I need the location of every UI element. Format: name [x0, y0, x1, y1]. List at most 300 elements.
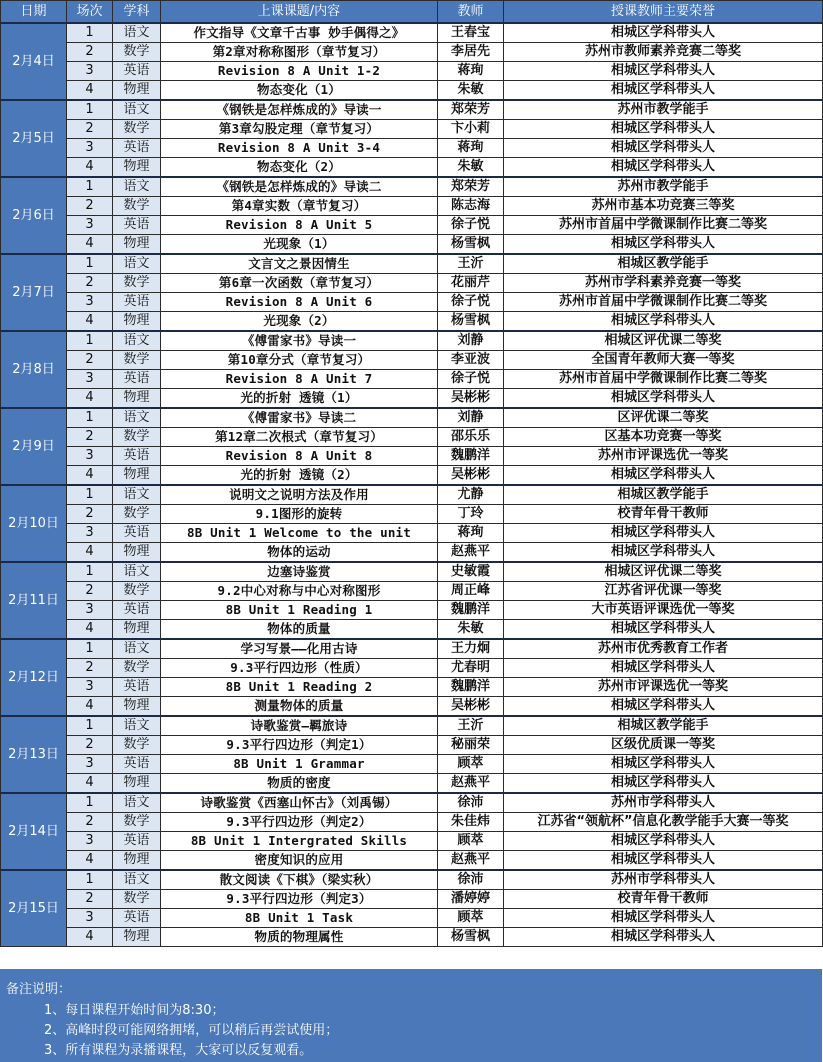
- teacher-cell: 杨雪枫: [438, 928, 504, 947]
- session-cell: 2: [67, 813, 113, 832]
- honor-cell: 苏州市基本功竞赛三等奖: [504, 197, 823, 216]
- table-row: [1, 890, 823, 909]
- honor-cell: 相城区学科带头人: [504, 851, 823, 871]
- topic-cell: 8B Unit 1 Reading 2: [161, 678, 438, 697]
- session-cell: 2: [67, 120, 113, 139]
- honor-cell: 相城区学科带头人: [504, 389, 823, 409]
- session-cell: 4: [67, 697, 113, 717]
- session-cell: 1: [67, 870, 113, 890]
- table-row: [1, 293, 823, 312]
- honor-cell: 苏州市教师素养竞赛二等奖: [504, 43, 823, 62]
- table-row: [1, 505, 823, 524]
- session-cell: 2: [67, 505, 113, 524]
- session-cell: 2: [67, 659, 113, 678]
- subject-cell: 数学: [113, 582, 161, 601]
- honor-cell: 相城区学科带头人: [504, 62, 823, 81]
- notes-box: [0, 969, 822, 1062]
- table-row: [1, 813, 823, 832]
- topic-cell: 9.1图形的旋转: [161, 505, 438, 524]
- teacher-cell: 史敏霞: [438, 562, 504, 582]
- date-cell: 2月8日: [1, 331, 67, 408]
- schedule-body: [1, 23, 823, 947]
- topic-cell: Revision 8 A Unit 5: [161, 216, 438, 235]
- teacher-cell: 邵乐乐: [438, 428, 504, 447]
- table-row: [1, 120, 823, 139]
- subject-cell: 数学: [113, 736, 161, 755]
- header-session: 场次: [67, 1, 113, 24]
- subject-cell: 英语: [113, 832, 161, 851]
- topic-cell: 9.3平行四边形（判定3）: [161, 890, 438, 909]
- table-row: [1, 197, 823, 216]
- subject-cell: 英语: [113, 370, 161, 389]
- subject-cell: 语文: [113, 23, 161, 43]
- topic-cell: 第4章实数（章节复习）: [161, 197, 438, 216]
- topic-cell: 第2章对称称图形（章节复习）: [161, 43, 438, 62]
- honor-cell: 苏州市教学能手: [504, 177, 823, 197]
- teacher-cell: 徐子悦: [438, 216, 504, 235]
- topic-cell: 光的折射 透镜（1）: [161, 389, 438, 409]
- table-row: [1, 158, 823, 178]
- session-cell: 3: [67, 293, 113, 312]
- subject-cell: 物理: [113, 389, 161, 409]
- subject-cell: 英语: [113, 293, 161, 312]
- teacher-cell: 潘婷婷: [438, 890, 504, 909]
- topic-cell: 8B Unit 1 Reading 1: [161, 601, 438, 620]
- teacher-cell: 卞小莉: [438, 120, 504, 139]
- honor-cell: 苏州市评课选优一等奖: [504, 678, 823, 697]
- topic-cell: Revision 8 A Unit 7: [161, 370, 438, 389]
- date-cell: 2月10日: [1, 485, 67, 562]
- table-row: [1, 909, 823, 928]
- session-cell: 2: [67, 351, 113, 370]
- table-row: [1, 100, 823, 120]
- header-topic: 上课课题/内容: [161, 1, 438, 24]
- session-cell: 3: [67, 370, 113, 389]
- honor-cell: 江苏省“领航杯”信息化教学能手大赛一等奖: [504, 813, 823, 832]
- session-cell: 3: [67, 678, 113, 697]
- subject-cell: 数学: [113, 120, 161, 139]
- honor-cell: 相城区学科带头人: [504, 23, 823, 43]
- notes-title: 备注说明：: [6, 982, 72, 997]
- subject-cell: 语文: [113, 716, 161, 736]
- topic-cell: 《钢铁是怎样炼成的》导读二: [161, 177, 438, 197]
- teacher-cell: 丁玲: [438, 505, 504, 524]
- header-date: 日期: [1, 1, 67, 24]
- session-cell: 4: [67, 620, 113, 640]
- honor-cell: 区级优质课一等奖: [504, 736, 823, 755]
- table-row: [1, 659, 823, 678]
- subject-cell: 物理: [113, 235, 161, 255]
- teacher-cell: 徐子悦: [438, 293, 504, 312]
- header-row: [1, 1, 823, 24]
- session-cell: 3: [67, 755, 113, 774]
- subject-cell: 物理: [113, 312, 161, 332]
- topic-cell: 9.3平行四边形（判定1）: [161, 736, 438, 755]
- session-cell: 4: [67, 235, 113, 255]
- subject-cell: 数学: [113, 351, 161, 370]
- topic-cell: 物态变化（2）: [161, 158, 438, 178]
- topic-cell: 物质的物理属性: [161, 928, 438, 947]
- teacher-cell: 朱敏: [438, 81, 504, 101]
- topic-cell: Revision 8 A Unit 6: [161, 293, 438, 312]
- table-row: [1, 870, 823, 890]
- date-cell: 2月14日: [1, 793, 67, 870]
- date-cell: 2月5日: [1, 100, 67, 177]
- teacher-cell: 周正峰: [438, 582, 504, 601]
- topic-cell: 光现象（2）: [161, 312, 438, 332]
- honor-cell: 校青年骨干教师: [504, 505, 823, 524]
- table-row: [1, 139, 823, 158]
- teacher-cell: 魏鹏洋: [438, 447, 504, 466]
- topic-cell: 边塞诗鉴赏: [161, 562, 438, 582]
- subject-cell: 英语: [113, 601, 161, 620]
- honor-cell: 江苏省评优课一等奖: [504, 582, 823, 601]
- subject-cell: 语文: [113, 254, 161, 274]
- teacher-cell: 徐沛: [438, 870, 504, 890]
- honor-cell: 相城区学科带头人: [504, 909, 823, 928]
- honor-cell: 苏州市学科素养竞赛一等奖: [504, 274, 823, 293]
- header-teacher: 教师: [438, 1, 504, 24]
- subject-cell: 英语: [113, 909, 161, 928]
- honor-cell: 苏州市学科带头人: [504, 793, 823, 813]
- topic-cell: 第6章一次函数（章节复习）: [161, 274, 438, 293]
- subject-cell: 英语: [113, 216, 161, 235]
- session-cell: 4: [67, 158, 113, 178]
- table-row: [1, 582, 823, 601]
- subject-cell: 英语: [113, 139, 161, 158]
- session-cell: 3: [67, 139, 113, 158]
- honor-cell: 相城区学科带头人: [504, 120, 823, 139]
- table-row: [1, 832, 823, 851]
- table-row: [1, 524, 823, 543]
- topic-cell: 诗歌鉴赏—羁旅诗: [161, 716, 438, 736]
- session-cell: 2: [67, 890, 113, 909]
- subject-cell: 数学: [113, 197, 161, 216]
- subject-cell: 物理: [113, 158, 161, 178]
- session-cell: 4: [67, 81, 113, 101]
- teacher-cell: 蒋珣: [438, 139, 504, 158]
- subject-cell: 语文: [113, 100, 161, 120]
- topic-cell: 物态变化（1）: [161, 81, 438, 101]
- table-row: [1, 678, 823, 697]
- teacher-cell: 王沂: [438, 254, 504, 274]
- subject-cell: 语文: [113, 793, 161, 813]
- honor-cell: 相城区学科带头人: [504, 235, 823, 255]
- session-cell: 3: [67, 62, 113, 81]
- teacher-cell: 徐沛: [438, 793, 504, 813]
- session-cell: 4: [67, 312, 113, 332]
- teacher-cell: 郑荣芳: [438, 177, 504, 197]
- table-row: [1, 851, 823, 871]
- honor-cell: 相城区学科带头人: [504, 774, 823, 794]
- session-cell: 3: [67, 216, 113, 235]
- session-cell: 1: [67, 793, 113, 813]
- table-row: [1, 235, 823, 255]
- honor-cell: 相城区学科带头人: [504, 543, 823, 563]
- table-row: [1, 466, 823, 486]
- session-cell: 1: [67, 177, 113, 197]
- honor-cell: 相城区教学能手: [504, 254, 823, 274]
- table-row: [1, 254, 823, 274]
- subject-cell: 物理: [113, 620, 161, 640]
- topic-cell: 第12章二次根式（章节复习）: [161, 428, 438, 447]
- session-cell: 2: [67, 428, 113, 447]
- subject-cell: 语文: [113, 639, 161, 659]
- topic-cell: 9.3平行四边形（性质）: [161, 659, 438, 678]
- topic-cell: 8B Unit 1 Welcome to the unit: [161, 524, 438, 543]
- table-row: [1, 408, 823, 428]
- table-row: [1, 351, 823, 370]
- teacher-cell: 尤春明: [438, 659, 504, 678]
- topic-cell: 密度知识的应用: [161, 851, 438, 871]
- header-subject: 学科: [113, 1, 161, 24]
- date-cell: 2月12日: [1, 639, 67, 716]
- subject-cell: 物理: [113, 81, 161, 101]
- session-cell: 2: [67, 736, 113, 755]
- note-line: 2、高峰时段可能网络拥堵，可以稍后再尝试使用；: [44, 1023, 339, 1038]
- subject-cell: 物理: [113, 774, 161, 794]
- honor-cell: 相城区学科带头人: [504, 158, 823, 178]
- topic-cell: 《钢铁是怎样炼成的》导读一: [161, 100, 438, 120]
- honor-cell: 相城区学科带头人: [504, 466, 823, 486]
- subject-cell: 物理: [113, 466, 161, 486]
- subject-cell: 语文: [113, 870, 161, 890]
- session-cell: 1: [67, 485, 113, 505]
- date-cell: 2月4日: [1, 23, 67, 100]
- session-cell: 1: [67, 23, 113, 43]
- topic-cell: 文言文之景因情生: [161, 254, 438, 274]
- session-cell: 2: [67, 582, 113, 601]
- topic-cell: 光现象（1）: [161, 235, 438, 255]
- topic-cell: Revision 8 A Unit 1-2: [161, 62, 438, 81]
- topic-cell: 测量物体的质量: [161, 697, 438, 717]
- table-row: [1, 370, 823, 389]
- topic-cell: 散文阅读《下棋》（梁实秋）: [161, 870, 438, 890]
- teacher-cell: 郑荣芳: [438, 100, 504, 120]
- session-cell: 4: [67, 466, 113, 486]
- date-cell: 2月15日: [1, 870, 67, 947]
- topic-cell: 第10章分式（章节复习）: [161, 351, 438, 370]
- topic-cell: 《傅雷家书》导读二: [161, 408, 438, 428]
- honor-cell: 相城区学科带头人: [504, 139, 823, 158]
- teacher-cell: 徐子悦: [438, 370, 504, 389]
- subject-cell: 英语: [113, 755, 161, 774]
- honor-cell: 相城区评优课二等奖: [504, 331, 823, 351]
- topic-cell: 8B Unit 1 Task: [161, 909, 438, 928]
- honor-cell: 苏州市学科带头人: [504, 870, 823, 890]
- teacher-cell: 王春宝: [438, 23, 504, 43]
- teacher-cell: 刘静: [438, 408, 504, 428]
- table-row: [1, 428, 823, 447]
- honor-cell: 苏州市评课选优一等奖: [504, 447, 823, 466]
- topic-cell: 8B Unit 1 Grammar: [161, 755, 438, 774]
- honor-cell: 相城区学科带头人: [504, 755, 823, 774]
- subject-cell: 数学: [113, 813, 161, 832]
- session-cell: 4: [67, 543, 113, 563]
- teacher-cell: 吴彬彬: [438, 466, 504, 486]
- teacher-cell: 赵燕平: [438, 543, 504, 563]
- table-row: [1, 43, 823, 62]
- teacher-cell: 蒋珣: [438, 62, 504, 81]
- table-row: [1, 562, 823, 582]
- table-row: [1, 697, 823, 717]
- header-honor: 授课教师主要荣誉: [504, 1, 823, 24]
- table-row: [1, 274, 823, 293]
- table-row: [1, 601, 823, 620]
- topic-cell: 《傅雷家书》导读一: [161, 331, 438, 351]
- honor-cell: 相城区教学能手: [504, 485, 823, 505]
- honor-cell: 苏州市首届中学微课制作比赛二等奖: [504, 293, 823, 312]
- table-row: [1, 177, 823, 197]
- honor-cell: 区评优课二等奖: [504, 408, 823, 428]
- session-cell: 1: [67, 100, 113, 120]
- teacher-cell: 蒋珣: [438, 524, 504, 543]
- topic-cell: 物体的质量: [161, 620, 438, 640]
- teacher-cell: 赵燕平: [438, 774, 504, 794]
- teacher-cell: 顾萃: [438, 909, 504, 928]
- teacher-cell: 吴彬彬: [438, 389, 504, 409]
- table-row: [1, 216, 823, 235]
- session-cell: 1: [67, 408, 113, 428]
- date-cell: 2月13日: [1, 716, 67, 793]
- topic-cell: 物体的运动: [161, 543, 438, 563]
- topic-cell: Revision 8 A Unit 3-4: [161, 139, 438, 158]
- session-cell: 1: [67, 639, 113, 659]
- subject-cell: 数学: [113, 428, 161, 447]
- subject-cell: 数学: [113, 890, 161, 909]
- table-row: [1, 793, 823, 813]
- topic-cell: 8B Unit 1 Intergrated Skills: [161, 832, 438, 851]
- table-row: [1, 774, 823, 794]
- subject-cell: 英语: [113, 524, 161, 543]
- teacher-cell: 魏鹏洋: [438, 601, 504, 620]
- table-row: [1, 639, 823, 659]
- subject-cell: 物理: [113, 543, 161, 563]
- honor-cell: 相城区学科带头人: [504, 832, 823, 851]
- subject-cell: 英语: [113, 62, 161, 81]
- topic-cell: 第3章勾股定理（章节复习）: [161, 120, 438, 139]
- honor-cell: 区基本功竞赛一等奖: [504, 428, 823, 447]
- teacher-cell: 秘丽荣: [438, 736, 504, 755]
- table-row: [1, 620, 823, 640]
- teacher-cell: 杨雪枫: [438, 312, 504, 332]
- session-cell: 4: [67, 928, 113, 947]
- teacher-cell: 陈志海: [438, 197, 504, 216]
- teacher-cell: 刘静: [438, 331, 504, 351]
- date-cell: 2月6日: [1, 177, 67, 254]
- teacher-cell: 花丽芹: [438, 274, 504, 293]
- table-row: [1, 543, 823, 563]
- honor-cell: 相城区学科带头人: [504, 697, 823, 717]
- honor-cell: 相城区学科带头人: [504, 524, 823, 543]
- subject-cell: 物理: [113, 928, 161, 947]
- teacher-cell: 杨雪枫: [438, 235, 504, 255]
- date-cell: 2月9日: [1, 408, 67, 485]
- honor-cell: 苏州市优秀教育工作者: [504, 639, 823, 659]
- teacher-cell: 赵燕平: [438, 851, 504, 871]
- subject-cell: 数学: [113, 43, 161, 62]
- honor-cell: 大市英语评课选优一等奖: [504, 601, 823, 620]
- session-cell: 2: [67, 274, 113, 293]
- subject-cell: 英语: [113, 447, 161, 466]
- teacher-cell: 朱敏: [438, 620, 504, 640]
- subject-cell: 数学: [113, 659, 161, 678]
- session-cell: 3: [67, 447, 113, 466]
- honor-cell: 相城区学科带头人: [504, 928, 823, 947]
- topic-cell: 光的折射 透镜（2）: [161, 466, 438, 486]
- session-cell: 1: [67, 562, 113, 582]
- session-cell: 3: [67, 601, 113, 620]
- date-cell: 2月7日: [1, 254, 67, 331]
- subject-cell: 数学: [113, 505, 161, 524]
- subject-cell: 物理: [113, 697, 161, 717]
- subject-cell: 语文: [113, 562, 161, 582]
- topic-cell: Revision 8 A Unit 8: [161, 447, 438, 466]
- session-cell: 3: [67, 832, 113, 851]
- table-row: [1, 447, 823, 466]
- teacher-cell: 王沂: [438, 716, 504, 736]
- session-cell: 3: [67, 524, 113, 543]
- subject-cell: 物理: [113, 851, 161, 871]
- session-cell: 4: [67, 389, 113, 409]
- session-cell: 4: [67, 774, 113, 794]
- note-line: 1、每日课程开始时间为8:30；: [44, 1003, 225, 1018]
- session-cell: 4: [67, 851, 113, 871]
- topic-cell: 学习写景——化用古诗: [161, 639, 438, 659]
- topic-cell: 作文指导《文章千古事 妙手偶得之》: [161, 23, 438, 43]
- session-cell: 3: [67, 909, 113, 928]
- table-row: [1, 755, 823, 774]
- table-row: [1, 736, 823, 755]
- date-cell: 2月11日: [1, 562, 67, 639]
- teacher-cell: 李居先: [438, 43, 504, 62]
- teacher-cell: 尤静: [438, 485, 504, 505]
- teacher-cell: 王力炯: [438, 639, 504, 659]
- honor-cell: 相城区学科带头人: [504, 620, 823, 640]
- table-row: [1, 23, 823, 43]
- table-row: [1, 389, 823, 409]
- honor-cell: 相城区学科带头人: [504, 659, 823, 678]
- honor-cell: 苏州市首届中学微课制作比赛二等奖: [504, 216, 823, 235]
- teacher-cell: 吴彬彬: [438, 697, 504, 717]
- subject-cell: 语文: [113, 408, 161, 428]
- table-row: [1, 81, 823, 101]
- honor-cell: 苏州市教学能手: [504, 100, 823, 120]
- subject-cell: 语文: [113, 485, 161, 505]
- teacher-cell: 李亚波: [438, 351, 504, 370]
- teacher-cell: 朱敏: [438, 158, 504, 178]
- subject-cell: 语文: [113, 177, 161, 197]
- topic-cell: 说明文之说明方法及作用: [161, 485, 438, 505]
- table-row: [1, 331, 823, 351]
- subject-cell: 语文: [113, 331, 161, 351]
- topic-cell: 物质的密度: [161, 774, 438, 794]
- subject-cell: 数学: [113, 274, 161, 293]
- session-cell: 2: [67, 197, 113, 216]
- teacher-cell: 顾萃: [438, 755, 504, 774]
- topic-cell: 诗歌鉴赏《西塞山怀古》（刘禹锡）: [161, 793, 438, 813]
- honor-cell: 相城区教学能手: [504, 716, 823, 736]
- honor-cell: 全国青年教师大赛一等奖: [504, 351, 823, 370]
- table-row: [1, 312, 823, 332]
- topic-cell: 9.2中心对称与中心对称图形: [161, 582, 438, 601]
- teacher-cell: 朱佳炜: [438, 813, 504, 832]
- subject-cell: 英语: [113, 678, 161, 697]
- teacher-cell: 顾萃: [438, 832, 504, 851]
- table-row: [1, 928, 823, 947]
- note-line: 3、所有课程为录播课程，大家可以反复观看。: [44, 1043, 313, 1058]
- session-cell: 2: [67, 43, 113, 62]
